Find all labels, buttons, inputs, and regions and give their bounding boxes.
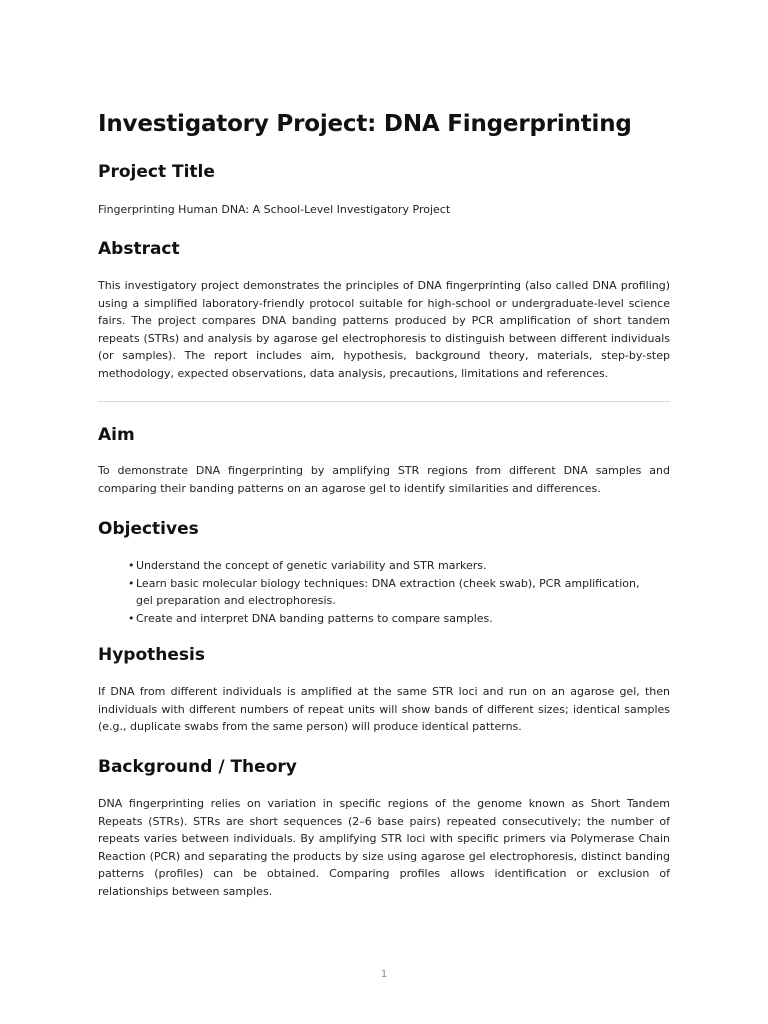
abstract-heading: Abstract — [98, 239, 180, 259]
aim-text: To demonstrate DNA fingerprinting by amplifying STR regions from different DNA samples and comparing their banding patterns on an agarose gel to identify similarities and differences. — [98, 464, 670, 495]
objectives-heading: Objectives — [98, 519, 199, 539]
aim-heading: Aim — [98, 425, 135, 445]
list-item: • Understand the concept of genetic variability and STR markers. — [128, 557, 648, 575]
document-title: Investigatory Project: DNA Fingerprinting — [98, 111, 632, 137]
page-number: 1 — [380, 969, 388, 980]
abstract-text: This investigatory project demonstrates the principles of DNA fingerprinting (also called DNA profiling) using a simplified laboratory-friendly protocol suitable for high-school or undergraduate-level science fairs. The project compares DNA banding patterns produced by PCR amplification of short tandem repeats (STRs) and analysis by agarose gel electrophoresis to distinguish between different individuals (or samples). The report includes aim, hypothesis, background theory, materials, step-by-step methodology, expected observations, data analysis, precautions, limitations and references. — [98, 279, 670, 380]
objectives-list — [128, 557, 648, 627]
background-heading: Background / Theory — [98, 757, 297, 777]
list-item: • Create and interpret DNA banding patterns to compare samples. — [128, 610, 648, 628]
hypothesis-text: If DNA from different individuals is amplified at the same STR loci and run on an agarose gel, then individuals with different numbers of repeat units will show bands of different sizes; identical samples (e.g., duplicate swabs from the same person) will produce identical patterns. — [98, 685, 670, 734]
background-text: DNA fingerprinting relies on variation in specific regions of the genome known as Short Tandem Repeats (STRs). STRs are short sequences (2–6 base pairs) repeated consecutively; the number of repeats varies between individuals. By amplifying STR loci with specific primers via Polymerase Chain Reaction (PCR) and separating the products by size using agarose gel electrophoresis, distinct banding patterns (profiles) can be obtained. Comparing profiles allows identification or exclusion of relationships between samples. — [98, 797, 670, 898]
project-title-heading: Project Title — [98, 162, 215, 182]
hypothesis-heading: Hypothesis — [98, 645, 205, 665]
section-divider — [98, 401, 670, 402]
project-title-text: Fingerprinting Human DNA: A School-Level Investigatory Project — [98, 203, 451, 216]
list-item: • Learn basic molecular biology techniques: DNA extraction (cheek swab), PCR amplification, gel preparation and electrophoresis. — [128, 575, 648, 610]
